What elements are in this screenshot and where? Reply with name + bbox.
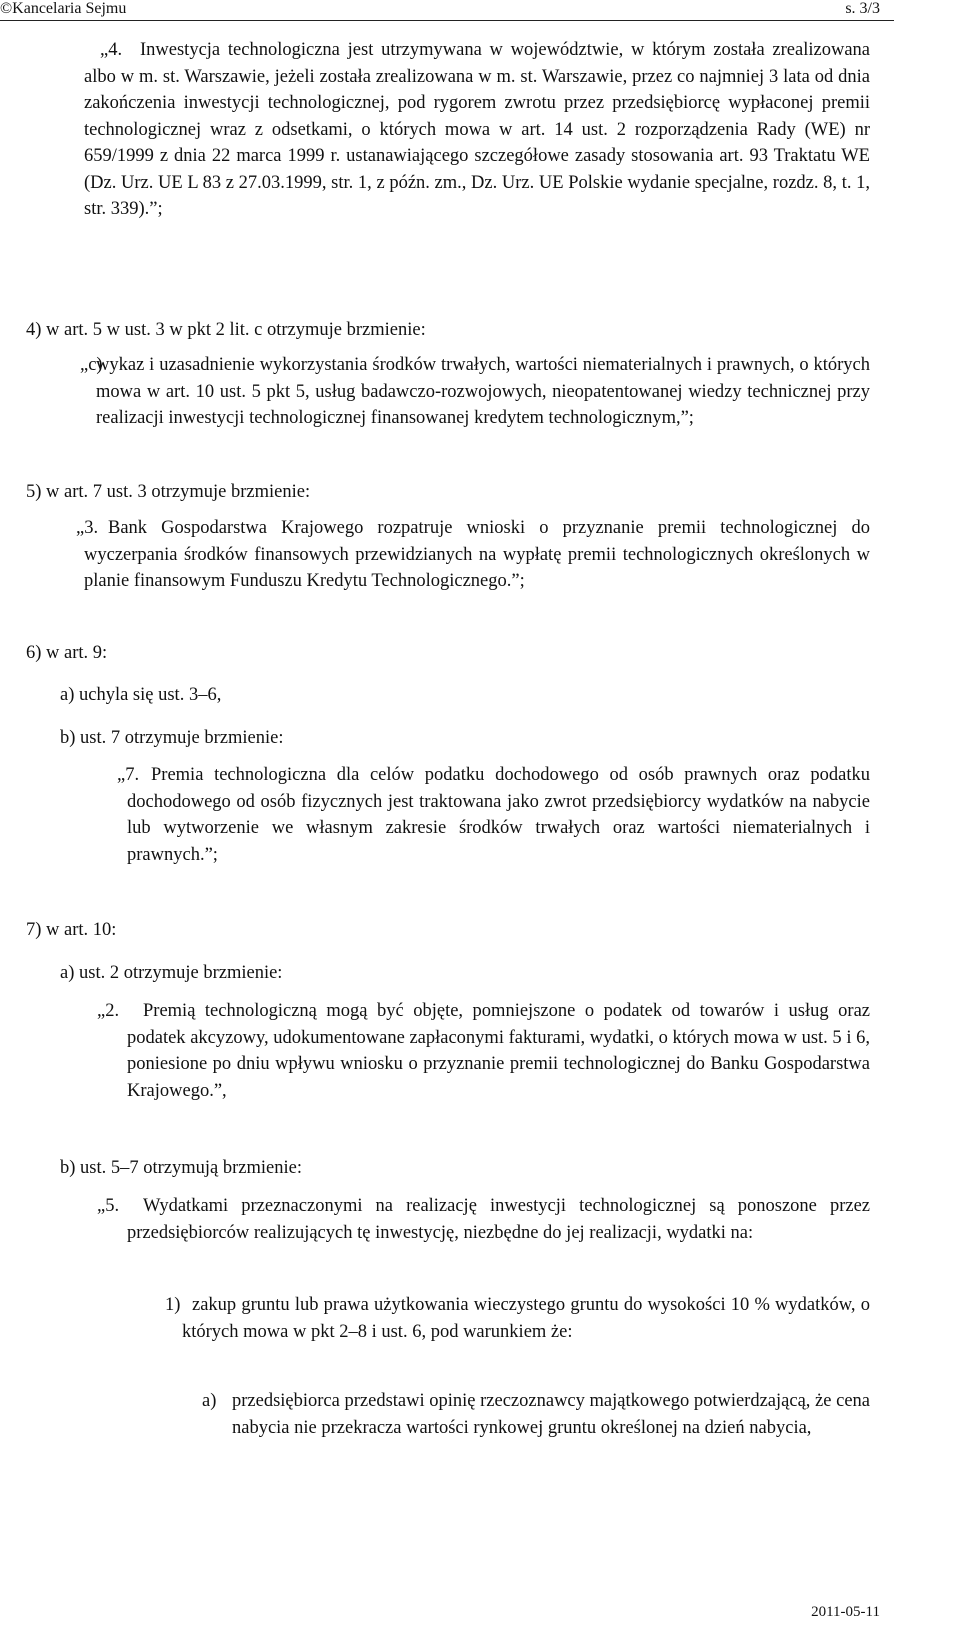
sub-point-body: zakup gruntu lub prawa użytkowania wieczystego gruntu do wysokości 10 % wydatków, o których mowa w pkt 2–8 i ust. 6, pod warunkiem że: [182, 1295, 870, 1342]
paragraph-lead: „2. [97, 1001, 120, 1021]
paragraph-lead: „4. [100, 40, 123, 60]
quoted-paragraph-2 [97, 998, 870, 1104]
amendment-item-6b: b) ust. 7 otrzymuje brzmienie: [60, 728, 284, 748]
paragraph-lead: „7. [117, 765, 140, 785]
quoted-paragraph-3 [76, 515, 870, 595]
amendment-item-5: 5) w art. 7 ust. 3 otrzymuje brzmienie: [26, 482, 311, 502]
header-page-number: s. 3/3 [845, 0, 880, 17]
sub-point-1 [165, 1292, 870, 1345]
amendment-item-6a: a) uchyla się ust. 3–6, [60, 685, 222, 705]
paragraph-body: Inwestycja technologiczna jest utrzymywana w województwie, w którym została zrealizowana albo w m. st. Warszawie, jeżeli została zrealizowana w m. st. Warszawie, przez co najmniej 3 lata od dnia zakończenia inwestycji technologicznej, pod rygorem zwrotu przez przedsiębiorcę wypłaconej premii technologicznej wraz z odsetkami, o których mowa w art. 14 ust. 2 rozporządzenia Rady (WE) nr 659/1999 z dnia 22 marca 1999 r. ustanawiającego szczegółowe zasady stosowania art. 93 Traktatu WE (Dz. Urz. UE L 83 z 27.03.1999, str. 1, z późn. zm., Dz. Urz. UE Polskie wydanie specjalne, rozdz. 8, t. 1, str. 339).”; [84, 40, 870, 219]
header-copyright: ©Kancelaria Sejmu [0, 0, 127, 17]
paragraph-body: Premia technologiczna dla celów podatku dochodowego od osób prawnych oraz podatku dochodowego od osób fizycznych jest traktowana jako zwrot przedsiębiorcy wydatków na nabycie lub wytworzenie we własnym zakresie środków trwałych oraz wartości niematerialnych i prawnych.”; [127, 765, 870, 865]
amendment-item-7b: b) ust. 5–7 otrzymują brzmienie: [60, 1158, 302, 1178]
paragraph-body: Wydatkami przeznaczonymi na realizację inwestycji technologicznej są ponoszone przez przedsiębiorców realizujących tę inwestycję, niezbędne do jej realizacji, wydatki na: [127, 1196, 870, 1243]
amendment-item-7a: a) ust. 2 otrzymuje brzmienie: [60, 963, 283, 983]
quoted-paragraph-5 [97, 1193, 870, 1246]
header-divider [0, 20, 894, 21]
amendment-item-4: 4) w art. 5 w ust. 3 w pkt 2 lit. c otrzymuje brzmienie: [26, 320, 426, 340]
amendment-item-7: 7) w art. 10: [26, 920, 117, 940]
paragraph-body: Premią technologiczną mogą być objęte, pomniejszone o podatek od towarów i usług oraz podatek akcyzowy, udokumentowane zapłaconymi fakturami, wydatki, o których mowa w ust. 5 i 6, poniesione po dniu wpływu wniosku o przyznanie premii technologicznej do Banku Gospodarstwa Krajowego.”, [127, 1001, 870, 1101]
quoted-paragraph-7 [117, 762, 870, 868]
paragraph-lead: „5. [97, 1196, 120, 1216]
sub-point-body: przedsiębiorca przedstawi opinię rzeczoznawcy majątkowego potwierdzającą, że cena nabycia nie przekracza wartości rynkowej gruntu określonej na dzień nabycia, [232, 1391, 870, 1438]
amendment-item-6: 6) w art. 9: [26, 643, 108, 663]
sub-point-a [202, 1388, 870, 1441]
paragraph-body: Bank Gospodarstwa Krajowego rozpatruje wnioski o przyznanie premii technologicznej do wyczerpania środków finansowych przewidzianych na wypłatę premii technologicznych określonych w planie finansowym Funduszu Kredytu Technologicznego.”; [84, 518, 870, 591]
quoted-paragraph-c [80, 352, 870, 432]
sub-point-lead: 1) [165, 1295, 181, 1315]
sub-point-lead: a) [202, 1391, 217, 1411]
quoted-paragraph-4 [84, 37, 870, 223]
paragraph-lead: „c) [80, 355, 103, 375]
paragraph-body: wykaz i uzasadnienie wykorzystania środków trwałych, wartości niematerialnych i prawnych, o których mowa w art. 10 ust. 5 pkt 5, usług badawczo-rozwojowych, nieopatentowanej wiedzy technicznej przy realizacji inwestycji technologicznej finansowanej kredytem technologicznym,”; [96, 355, 870, 428]
footer-date: 2011-05-11 [811, 1604, 880, 1620]
paragraph-lead: „3. [76, 518, 99, 538]
